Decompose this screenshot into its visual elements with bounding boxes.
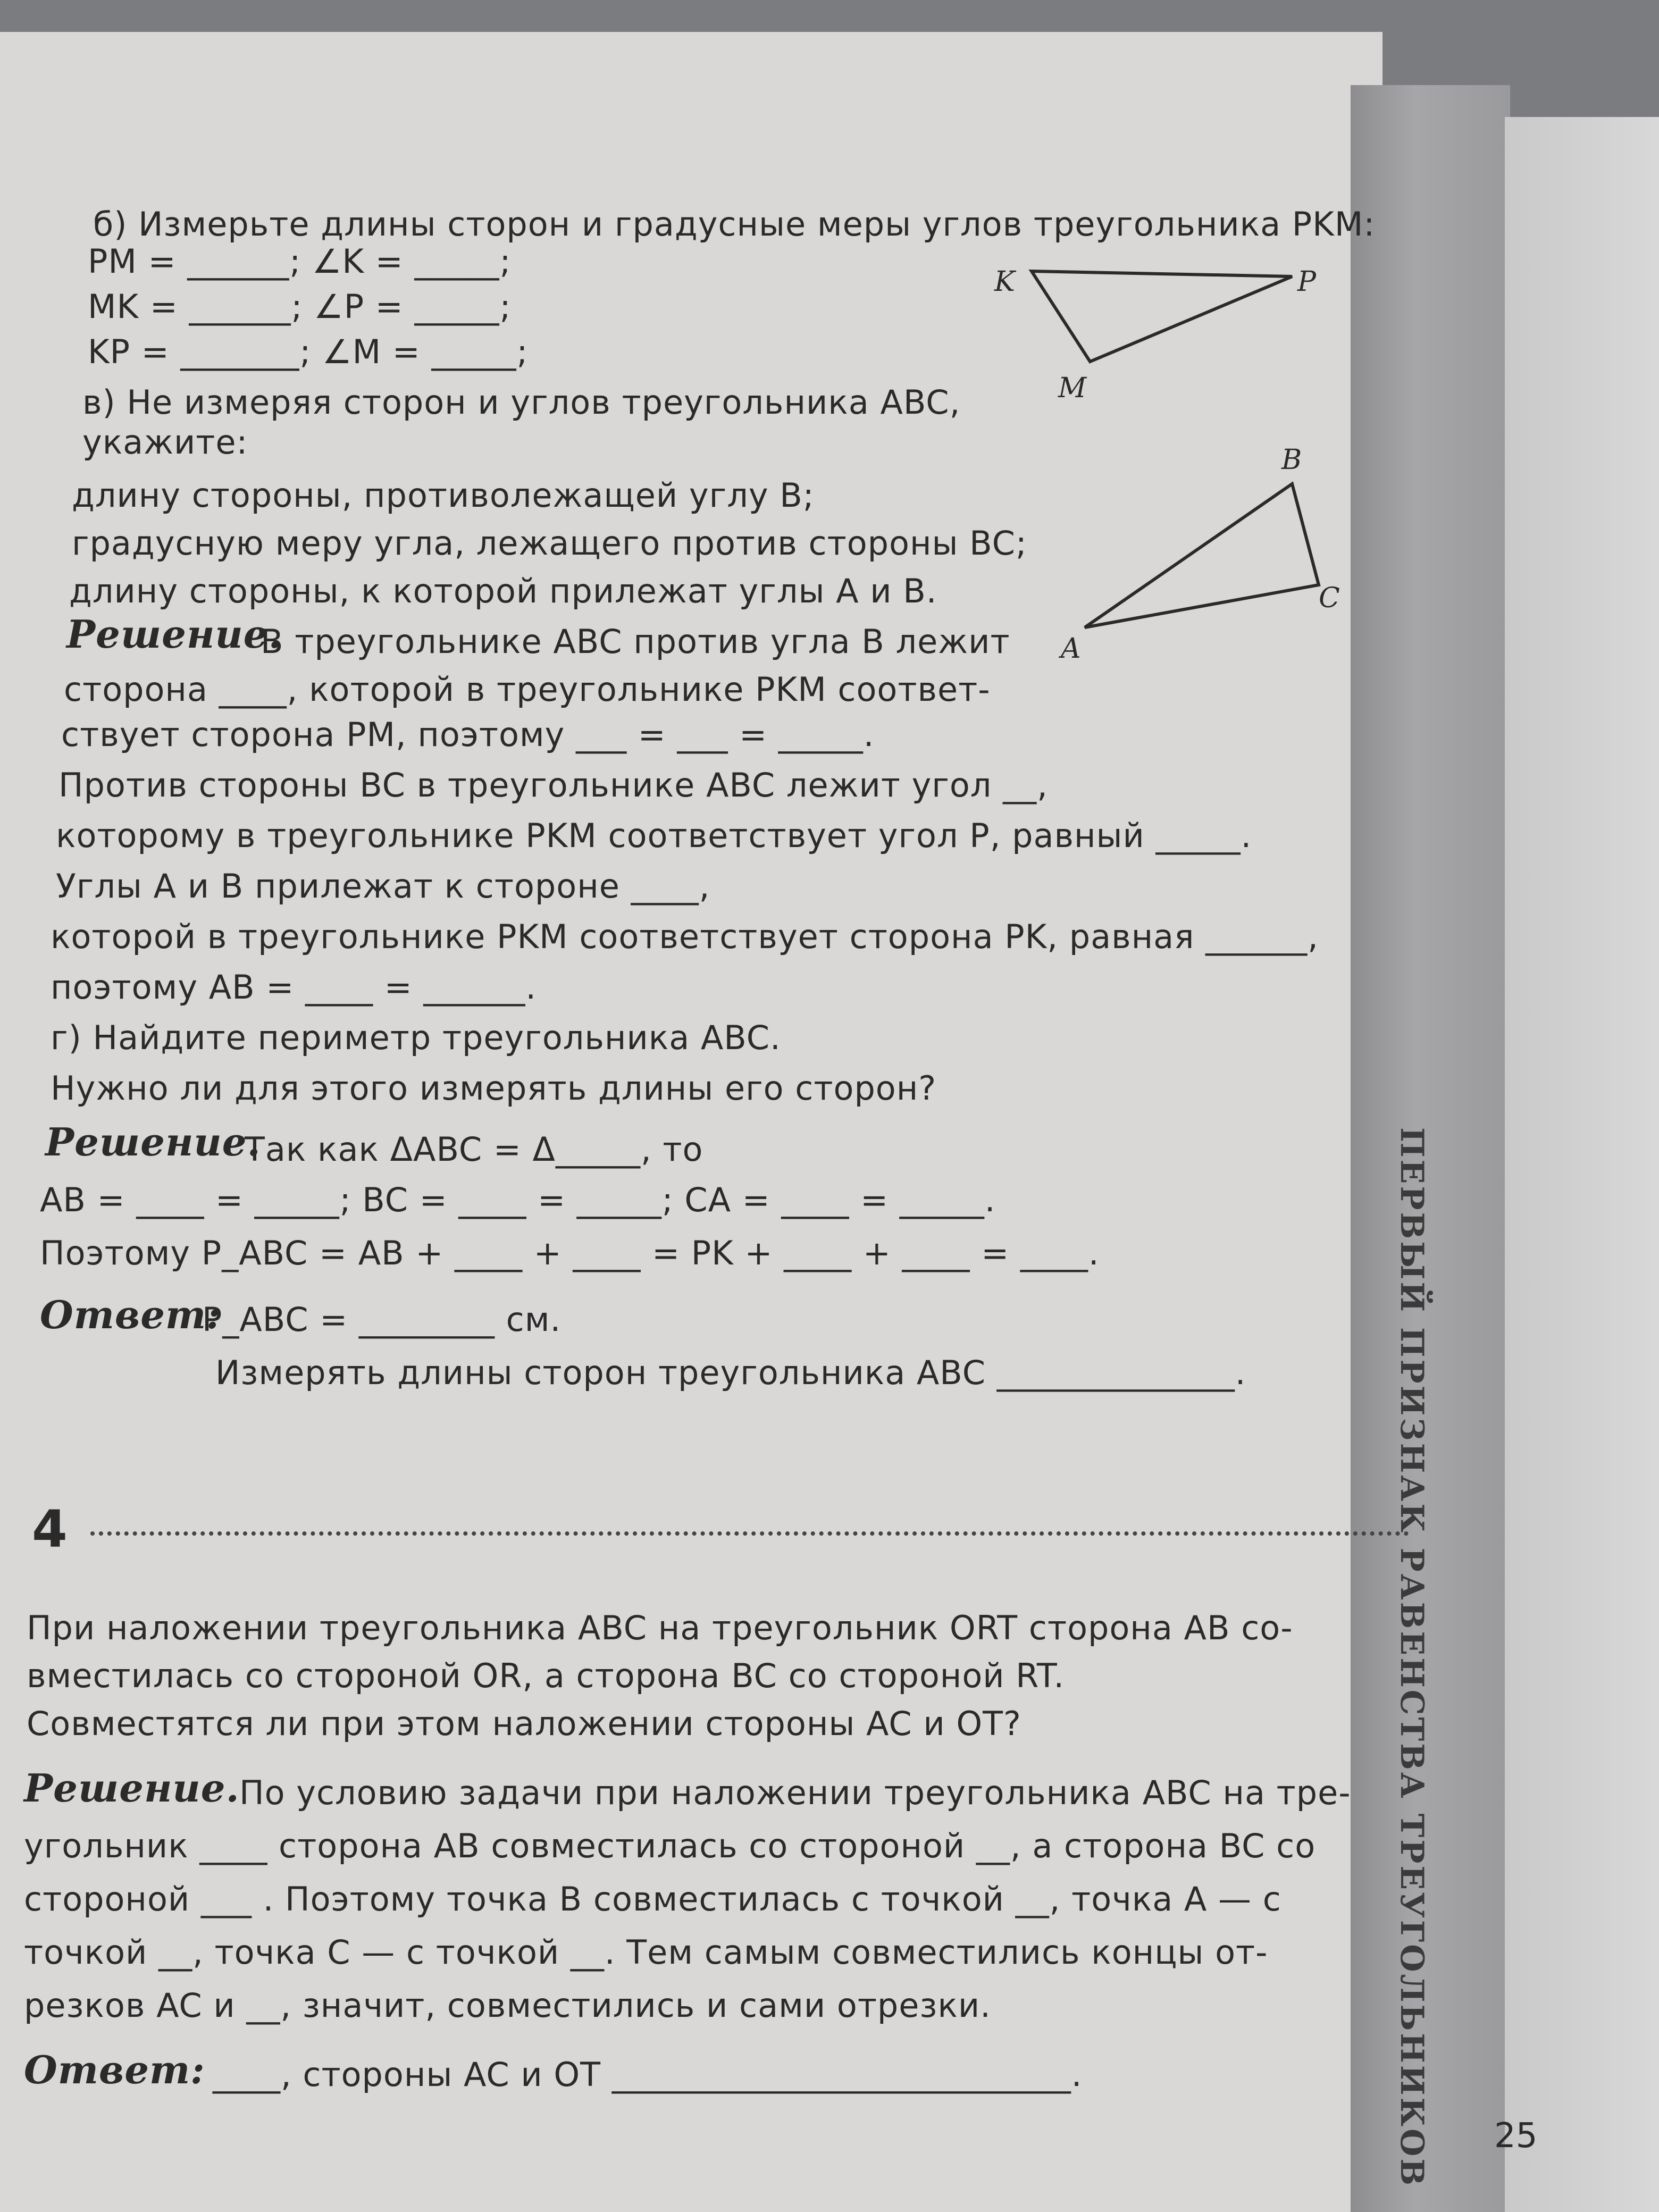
triangle-pkm: [1032, 271, 1292, 362]
task4-solution-line-3: стороной ___ . Поэтому точка B совместилась с точкой __, точка A — с: [24, 1880, 1281, 1918]
task4-solution-line-5: резков AC и __, значит, совместились и сами отрезки.: [24, 1986, 991, 2025]
part-b-row-2: MK = ______; ∠P = _____;: [88, 287, 512, 326]
task4-answer-label: Ответ:: [24, 2047, 205, 2092]
solution-v-line-8: поэтому AB = ____ = ______.: [51, 968, 537, 1007]
page-number: 25: [1494, 2116, 1538, 2156]
task4-solution-line-1: По условию задачи при наложении треугольника ABC на тре-: [239, 1773, 1351, 1812]
task-number: 4: [32, 1499, 68, 1559]
part-v-line-4: градусную меру угла, лежащего против стороны BC;: [72, 524, 1027, 563]
solution-v-line-7: которой в треугольнике PKM соответствует сторона PK, равная ______,: [51, 917, 1319, 956]
solution-g-line-3: Поэтому P_ABC = AB + ____ + ____ = PK + ____ + ____ = ____.: [40, 1234, 1100, 1272]
solution-v-line-2: сторона ____, которой в треугольнике PKM соответ-: [64, 670, 991, 709]
task4-solution-label: Решение.: [24, 1765, 240, 1811]
solution-v-line-3: ствует сторона PM, поэтому ___ = ___ = _____.: [61, 715, 875, 754]
part-v-line-2: укажите:: [82, 423, 248, 462]
part-v-line-3: длину стороны, противолежащей углу B;: [72, 476, 815, 515]
label-a: A: [1061, 633, 1081, 665]
part-b-row-3: KP = _______; ∠M = _____;: [88, 332, 529, 371]
triangle-abc: [1085, 484, 1319, 627]
task-divider: [90, 1531, 1409, 1536]
task4-solution-line-4: точкой __, точка C — с точкой __. Тем самым совместились концы от-: [24, 1933, 1268, 1972]
solution-g-line-1: Так как ΔABC = Δ_____, то: [245, 1130, 703, 1169]
solution-g-answer-text: P_ABC = ________ см.: [202, 1300, 562, 1339]
part-g-line-1: г) Найдите периметр треугольника ABC.: [51, 1018, 781, 1057]
solution-v-line-5: которому в треугольнике PKM соответствует угол P, равный _____.: [56, 816, 1252, 855]
label-k: K: [994, 266, 1015, 298]
solution-v-line-6: Углы A и B прилежат к стороне ____,: [56, 867, 710, 906]
solution-v-line-4: Против стороны BC в треугольнике ABC лежит угол __,: [58, 766, 1048, 805]
solution-g-line-2: AB = ____ = _____; BC = ____ = _____; CA = ____ = _____.: [40, 1180, 996, 1219]
side-caption: ПЕРВЫЙ ПРИЗНАК РАВЕНСТВА ТРЕУГОЛЬНИКОВ: [1393, 1127, 1430, 2188]
label-c: C: [1319, 582, 1340, 614]
page-edge-stack: [1505, 117, 1659, 2212]
triangle-abc-figure: [1058, 463, 1356, 654]
task4-solution-line-2: угольник ____ сторона AB совместилась со стороной __, а сторона BC со: [24, 1826, 1316, 1865]
task4-line-2: вместилась со стороной OR, а сторона BC со стороной RT.: [27, 1656, 1065, 1695]
solution-g-label: Решение.: [45, 1119, 261, 1164]
part-v-line-1: в) Не измеряя сторон и углов треугольника ABC,: [82, 383, 961, 422]
task4-line-1: При наложении треугольника ABC на треугольник ORT сторона AB со-: [27, 1608, 1293, 1647]
part-b-heading: б) Измерьте длины сторон и градусные меры углов треугольника PKM:: [93, 205, 1376, 244]
part-v-line-5: длину стороны, к которой прилежат углы A и B.: [69, 572, 937, 610]
solution-g-answer-label: Ответ:: [40, 1292, 221, 1337]
task4-answer-text: ____, стороны AC и OT ___________________________.: [213, 2055, 1083, 2094]
solution-g-measure-line: Измерять длины сторон треугольника ABC ______________.: [215, 1353, 1246, 1392]
part-g-line-2: Нужно ли для этого измерять длины его сторон?: [51, 1069, 937, 1108]
part-b-row-1: PM = ______; ∠K = _____;: [88, 242, 512, 281]
solution-v-label: Решение.: [66, 611, 282, 657]
label-p: P: [1297, 266, 1316, 298]
label-m: M: [1058, 372, 1087, 404]
label-b: B: [1281, 444, 1302, 476]
task4-line-3: Совместятся ли при этом наложении стороны AC и OT?: [27, 1704, 1021, 1743]
solution-v-line-1: В треугольнике ABC против угла B лежит: [261, 622, 1010, 661]
